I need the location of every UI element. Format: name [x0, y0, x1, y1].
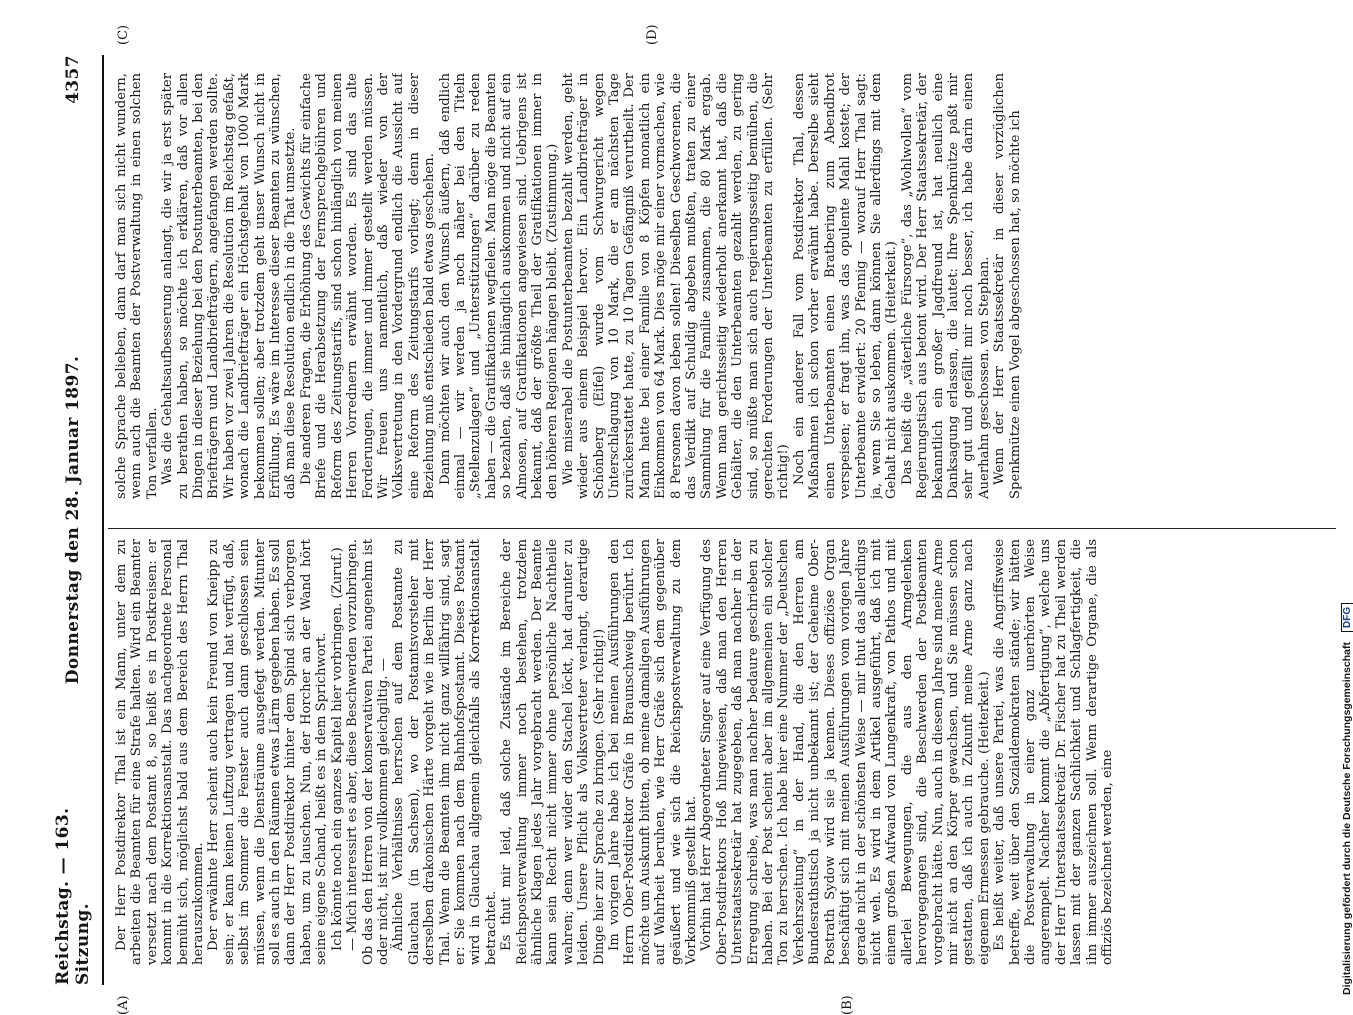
margin-marker-b: (B) — [840, 995, 855, 1015]
paragraph: Noch ein anderer Fall vom Postdirektor Thal, dessen Maßnahmen ich schon vorher erwähnt habe. Derselbe sieht einen Unterbeamten einen Bratbering zum Abendbrot verspeisen; er fragt ihn, was das opulente Mahl kostet; der Unterbeamte erwidert: 20 Pfennig — worauf Herr Thal sagt: ja, wenn Sie so leben, dann können Sie allerdings mit dem Gehalt nicht auskommen. (Heiterkeit.) — [792, 73, 900, 499]
rotated-page — [50, 55, 1340, 985]
column-divider — [108, 528, 1336, 529]
header-date: Donnerstag den 28. Januar 1897. — [63, 288, 83, 753]
margin-marker-d: (D) — [645, 24, 660, 45]
right-column — [114, 73, 1334, 499]
paragraph: Die anderen Fragen, die Erhöhung des Gewichts für einfache Briefe und die Herabsetzung der Fernsprechgebühren und Reform des Zeitungstarifs, sind schon hinlänglich von meinen Herren Vorrednern erwähnt worden. Es sind das alte Forderungen, die immer und immer gestellt werden müssen. Wir freuen uns namentlich, daß wieder von der Volksvertretung in den Vordergrund endlich die Aussicht auf eine Reform des Zeitungstarifs vorliegt; denn in dieser Beziehung muß entschieden bald etwas geschehen. — [299, 73, 438, 499]
paragraph: — Mich interessirt es aber, diese Beschwerden vorzubringen. Ob das den Herren von der konservativen Partei angenehm ist oder nicht, ist mir vollkommen gleichgiltig. — — [345, 539, 391, 965]
paragraph: Wie miserabel die Postunterbeamten bezahlt werden, geht wieder aus einem Beispiel hervor. Ein Landbriefträger in Schönberg (Eifel) wurde vom Schwurgericht wegen Unterschlagung von 10 Mark, die er am nächsten Tage zurückerstattet hatte, zu 10 Tagen Gefängniß verurtheilt. Der Mann hatte bei einer Familie von 8 Köpfen monatlich ein Einkommen von 64 Mark. Dies möge mir einer vormachen, wie 8 Personen davon leben sollen! Dieselben Geschworenen, die das Verdikt auf Schuldig abgeben mußten, traten zu einer Sammlung für die Familie zusammen, die 80 Mark ergab. Wenn man gerichtsseitig wiederholt anerkannt hat, daß die Gehälter, die den Unterbeamten gezahlt werden, zu gering sind, so müßte man sich auch regierungsseitig bemühen, die gerechten Forderungen der Unterbeamten zu erfüllen. (Sehr richtig!) — [561, 73, 792, 499]
paragraph: Es heißt weiter, daß unsere Partei, was die Angriffsweise betreffe, weit über den Sozialdemokraten stände; wir hätten die Postverwaltung in einer ganz unerhörten Weise angerempelt. Nachher kommt die „Abfertigung“, welche uns der Herr Unterstaatssekretär Dr. Fischer hat zu Theil werden lassen mit der ganzen Sachlichkeit und Schlagfertigkeit, die ihn immer auszeichnen soll. Wenn derartige Organe, die als offiziös bezeichnet werden, eine — [992, 539, 1115, 965]
digitization-credit — [1340, 5, 1353, 995]
paragraph: solche Sprache belieben, dann darf man sich nicht wundern, wenn auch die Beamten der Postverwaltung in einen solchen Ton verfallen. — [114, 73, 160, 499]
paragraph: Ähnliche Verhältnisse herrschen auf dem Postamte zu Glauchau (in Sachsen), wo der Postamtsvorsteher mit derselben drakonischen Härte vorgeht wie in Berlin der Herr Thal. Wenn die Beamten ihm nicht ganz willfährig sind, sagt er: Sie kommen nach dem Bahnhofspostamt. Dieses Postamt wird in Glauchau allgemein gleichfalls als Korrektionsanstalt betrachtet. — [391, 539, 499, 965]
page-header — [50, 55, 96, 985]
margin-marker-a: (A) — [116, 995, 131, 1015]
paragraph: Wenn der Herr Staatssekretär in dieser vorzüglichen Spenkmütze einen Vogel abgeschossen hat, so möchte ich — [992, 73, 1023, 499]
page-number: 4357 — [63, 55, 83, 288]
paragraph: Ich könnte noch ein ganzes Kapitel hier vorbringen. (Zuruf.) — [330, 539, 345, 965]
credit-text: Digitalisierung gefördert durch die Deutsche Forschungsgemeinschaft — [1341, 642, 1353, 995]
paragraph: Der erwähnte Herr scheint auch kein Freund von Kneipp zu sein; er kann keinen Luftzug vertragen und hat verfügt, daß, selbst im Sommer die Fenster auch dann geschlossen sein müssen, wenn die Diensträume ausgefegt werden. Mitunter soll es auch in den Räumen etwas Lärm gegeben haben. Es soll dann der Herr Postdirektor hinter dem Spind sich verborgen haben, um zu lauschen. Nun, der Horcher an der Wand hört seine eigene Schand, heißt es in dem Sprichwort. — [206, 539, 329, 965]
paragraph: Im vorigen Jahre habe ich bei meinen Ausführungen den Herrn Ober-Postdirektor Gräfe in Braunschweig berührt. Ich möchte um Auskunft bitten, ob meine damaligen Ausführungen auf Wahrheit beruhen, wie Herr Gräfe sich dem gegenüber geäußert und wie sich die Reichspostverwaltung zu dem Vorkommniß gestellt hat. — [607, 539, 699, 965]
paragraph: Vorhin hat Herr Abgeordneter Singer auf eine Verfügung des Ober-Postdirektors Hoß hingewiesen, daß man den Herren Unterstaatssekretär hat zugegeben, daß man nachher in der Erregung schreibe, was man nachher bedaure geschrieben zu haben. Bei der Post scheint aber im allgemeinen ein solcher Ton zu herrschen. Ich habe hier eine Nummer der „Deutschen Verkehrszeitung“ in der Hand, die den Herren am Bundesrathstisch ja nicht unbekannt ist; der Geheime Ober-Postrath Sydow wird sie ja kennen. Dieses offiziöse Organ beschäftigt sich mit meinen Ausführungen vom vorigen Jahre gerade nicht in der schönsten Weise — mir thut das allerdings nicht weh. Es wird in dem Artikel ausgeführt, daß ich mit einem großen Aufwand von Lungenkraft, von Pathos und mit allerlei Bewegungen, die aus den Armgelenken hervorgegangen sind, die Beschwerden der Postbeamten vorgebracht hätte. Nun, auch in diesem Jahre sind meine Arme mir nicht an den Körper gewachsen, und Sie müssen schon gestatten, daß ich auch in Zukunft meine Arme ganz nach eigenem Ermessen gebrauche. (Heiterkeit.) — [699, 539, 992, 965]
header-session: Reichstag. — 163. Sitzung. — [53, 753, 93, 986]
paragraph: Es thut mir leid, daß solche Zustände im Bereiche der Reichspostverwaltung immer noch bestehen, trotzdem ähnliche Klagen jedes Jahr vorgebracht werden. Der Beamte kann sein Recht nicht immer ohne persönliche Nachtheile wahren; denn wer wider den Stachel löckt, hat darunter zu leiden. Unsere Pflicht als Volksvertreter verlangt, derartige Dinge hier zur Sprache zu bringen. (Sehr richtig!) — [499, 539, 607, 965]
dfg-logo: DFG — [1341, 603, 1353, 632]
left-column — [114, 539, 1334, 965]
paragraph: Was die Gehaltsaufbesserung anlangt, die wir ja erst später zu berathen haben, so möchte ich erklären, daß vor allen Dingen in dieser Beziehung bei den Postunterbeamten, bei den Briefträgern und Landbriefträgern, angefangen werden sollte. Wir haben vor zwei Jahren die Resolution im Reichstag gefaßt, wonach die Landbriefträger ein Höchstgehalt von 1000 Mark bekommen sollen; aber trotzdem geht unser Wunsch nicht in Erfüllung. Es wäre im Interesse dieser Beamten zu wünschen, daß man diese Resolution endlich in die That umsetzte. — [160, 73, 299, 499]
paragraph: Das heißt die „väterliche Fürsorge“, das „Wohlwollen“ vom Regierungstisch aus betont wird. Der Herr Staatssekretär, der bekanntlich ein großer Jagdfreund ist, hat neulich eine Danksagung erlassen, die lautet: Ihre Spenkmütze paßt mir sehr gut und gefällt mir noch besser, ich habe darin einen Auerhahn geschossen. von Stephan. — [900, 73, 992, 499]
header-rule — [102, 55, 104, 985]
paragraph: Der Herr Postdirektor Thal ist ein Mann, unter dem zu arbeiten die Beamten für eine Strafe halten. Wird ein Beamter versetzt nach dem Postamt 8, so heißt es in Postkreisen: er kommt in die Korrektionsanstalt. Das nachgeordnete Personal bemüht sich, möglichst bald aus dem Bereich des Herrn Thal herauszukommen. — [114, 539, 206, 965]
paragraph: Dann möchten wir auch den Wunsch äußern, daß endlich einmal — wir werden ja noch näher bei den Titeln „Stellenzulagen“ und „Unterstützungen“ darüber zu reden haben — die Gratifikationen wegfielen. Man möge die Beamten so bezahlen, daß sie hinlänglich auskommen und nicht auf ein Almosen, auf Gratifikationen angewiesen sind. Uebrigens ist bekannt, daß der größte Theil der Gratifikationen immer in den höheren Regionen hängen bleibt. (Zustimmung.) — [438, 73, 561, 499]
margin-marker-c: (C) — [116, 25, 131, 45]
